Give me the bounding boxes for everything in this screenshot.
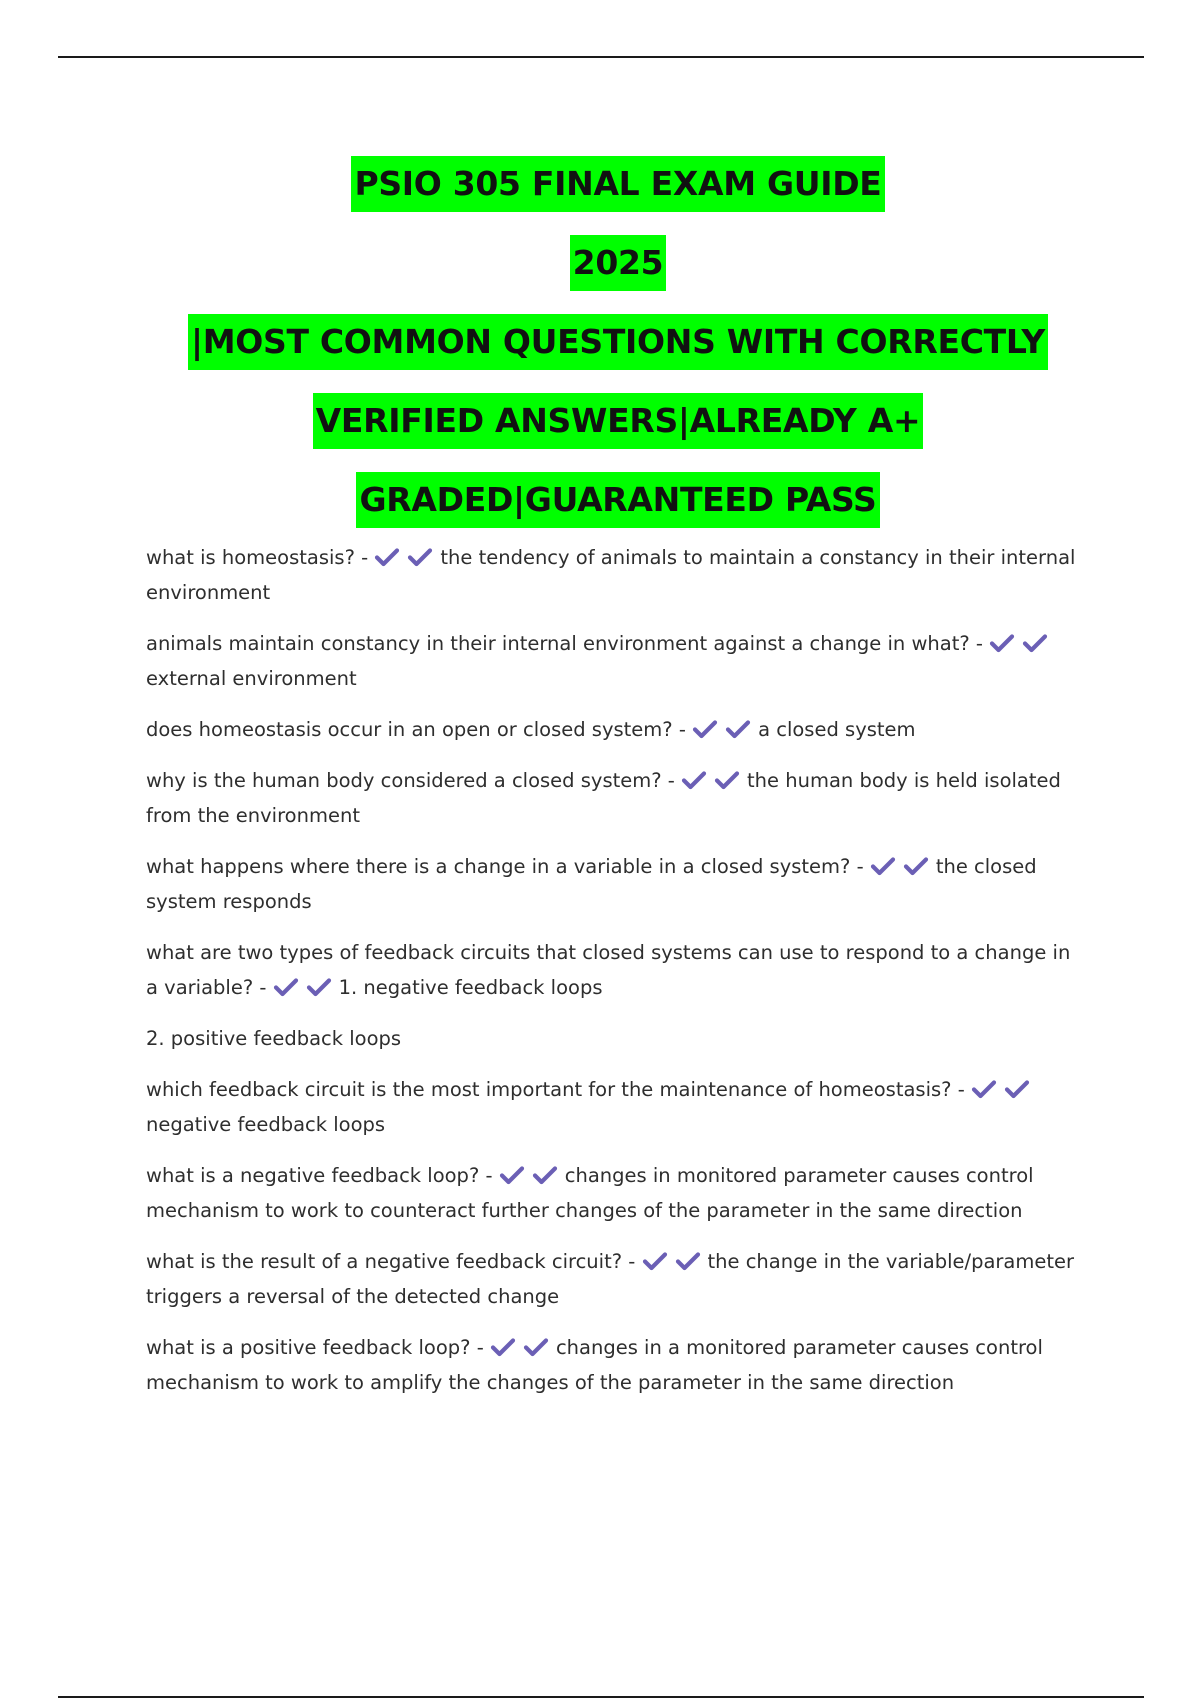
qa-item [146,1072,1086,1142]
check-icon [407,547,433,567]
qa-continuation [146,1021,1086,1056]
qa-item [146,626,1086,696]
qa-item [146,849,1086,919]
title-text: |MOST COMMON QUESTIONS WITH CORRECTLY [188,314,1048,370]
check-icon [306,977,332,997]
check-icon [725,719,751,739]
check-icon [675,1251,701,1271]
qa-item [146,712,1086,747]
check-icon [681,770,707,790]
qa-item [146,935,1086,1005]
document-title [0,144,1200,539]
title-line [0,460,1200,539]
check-icon [989,633,1015,653]
answer-text: the change in the variable/parameter triggers a reversal of the detected change [146,1250,1075,1308]
question-text: why is the human body considered a closed system? - [146,769,682,792]
bottom-divider [58,1696,1144,1698]
double-check-icon [971,1078,1037,1101]
answer-text: changes in a monitored parameter causes control mechanism to work to amplify the changes of the parameter in the same direction [146,1336,1043,1394]
title-line [0,302,1200,381]
check-icon [642,1251,668,1271]
qa-item [146,540,1086,610]
qa-item [146,1158,1086,1228]
answer-text: the tendency of animals to maintain a constancy in their internal environment [146,546,1076,604]
title-text: VERIFIED ANSWERS|ALREADY A+ [313,393,924,449]
top-divider [58,56,1144,58]
title-text: GRADED|GUARANTEED PASS [356,472,879,528]
check-icon [490,1337,516,1357]
question-text: what is the result of a negative feedback circuit? - [146,1250,642,1273]
check-icon [714,770,740,790]
check-icon [692,719,718,739]
qa-item [146,763,1086,833]
question-text: what happens where there is a change in a variable in a closed system? - [146,855,870,878]
title-text: 2025 [570,235,667,291]
qa-list [146,540,1086,1416]
title-line [0,144,1200,223]
answer-text: 2. positive feedback loops [146,1027,402,1050]
title-text: PSIO 305 FINAL EXAM GUIDE [351,156,884,212]
title-line [0,223,1200,302]
answer-text: the closed system responds [146,855,1037,913]
qa-item [146,1330,1086,1400]
answer-text: changes in monitored parameter causes control mechanism to work to counteract further changes of the parameter in the same direction [146,1164,1034,1222]
check-icon [532,1165,558,1185]
check-icon [273,977,299,997]
question-text: which feedback circuit is the most important for the maintenance of homeostasis? - [146,1078,971,1101]
answer-text: the human body is held isolated from the environment [146,769,1061,827]
double-check-icon [870,855,936,878]
question-text: animals maintain constancy in their internal environment against a change in what? - [146,632,990,655]
question-text: what is homeostasis? - [146,546,375,569]
title-line [0,381,1200,460]
double-check-icon [490,1336,556,1359]
check-icon [1022,633,1048,653]
question-text: what is a negative feedback loop? - [146,1164,499,1187]
answer-text: negative feedback loops [146,1113,386,1136]
qa-item [146,1244,1086,1314]
check-icon [499,1165,525,1185]
double-check-icon [989,632,1055,655]
double-check-icon [273,976,339,999]
answer-text: external environment [146,667,357,690]
answer-text: a closed system [758,718,916,741]
answer-text: 1. negative feedback loops [338,976,603,999]
double-check-icon [692,718,758,741]
question-text: what are two types of feedback circuits that closed systems can use to respond to a change in a variable? - [146,941,1071,999]
double-check-icon [681,769,747,792]
question-text: does homeostasis occur in an open or closed system? - [146,718,693,741]
check-icon [523,1337,549,1357]
check-icon [374,547,400,567]
double-check-icon [374,546,440,569]
check-icon [903,856,929,876]
check-icon [1004,1079,1030,1099]
double-check-icon [642,1250,708,1273]
check-icon [870,856,896,876]
question-text: what is a positive feedback loop? - [146,1336,490,1359]
double-check-icon [499,1164,565,1187]
check-icon [971,1079,997,1099]
